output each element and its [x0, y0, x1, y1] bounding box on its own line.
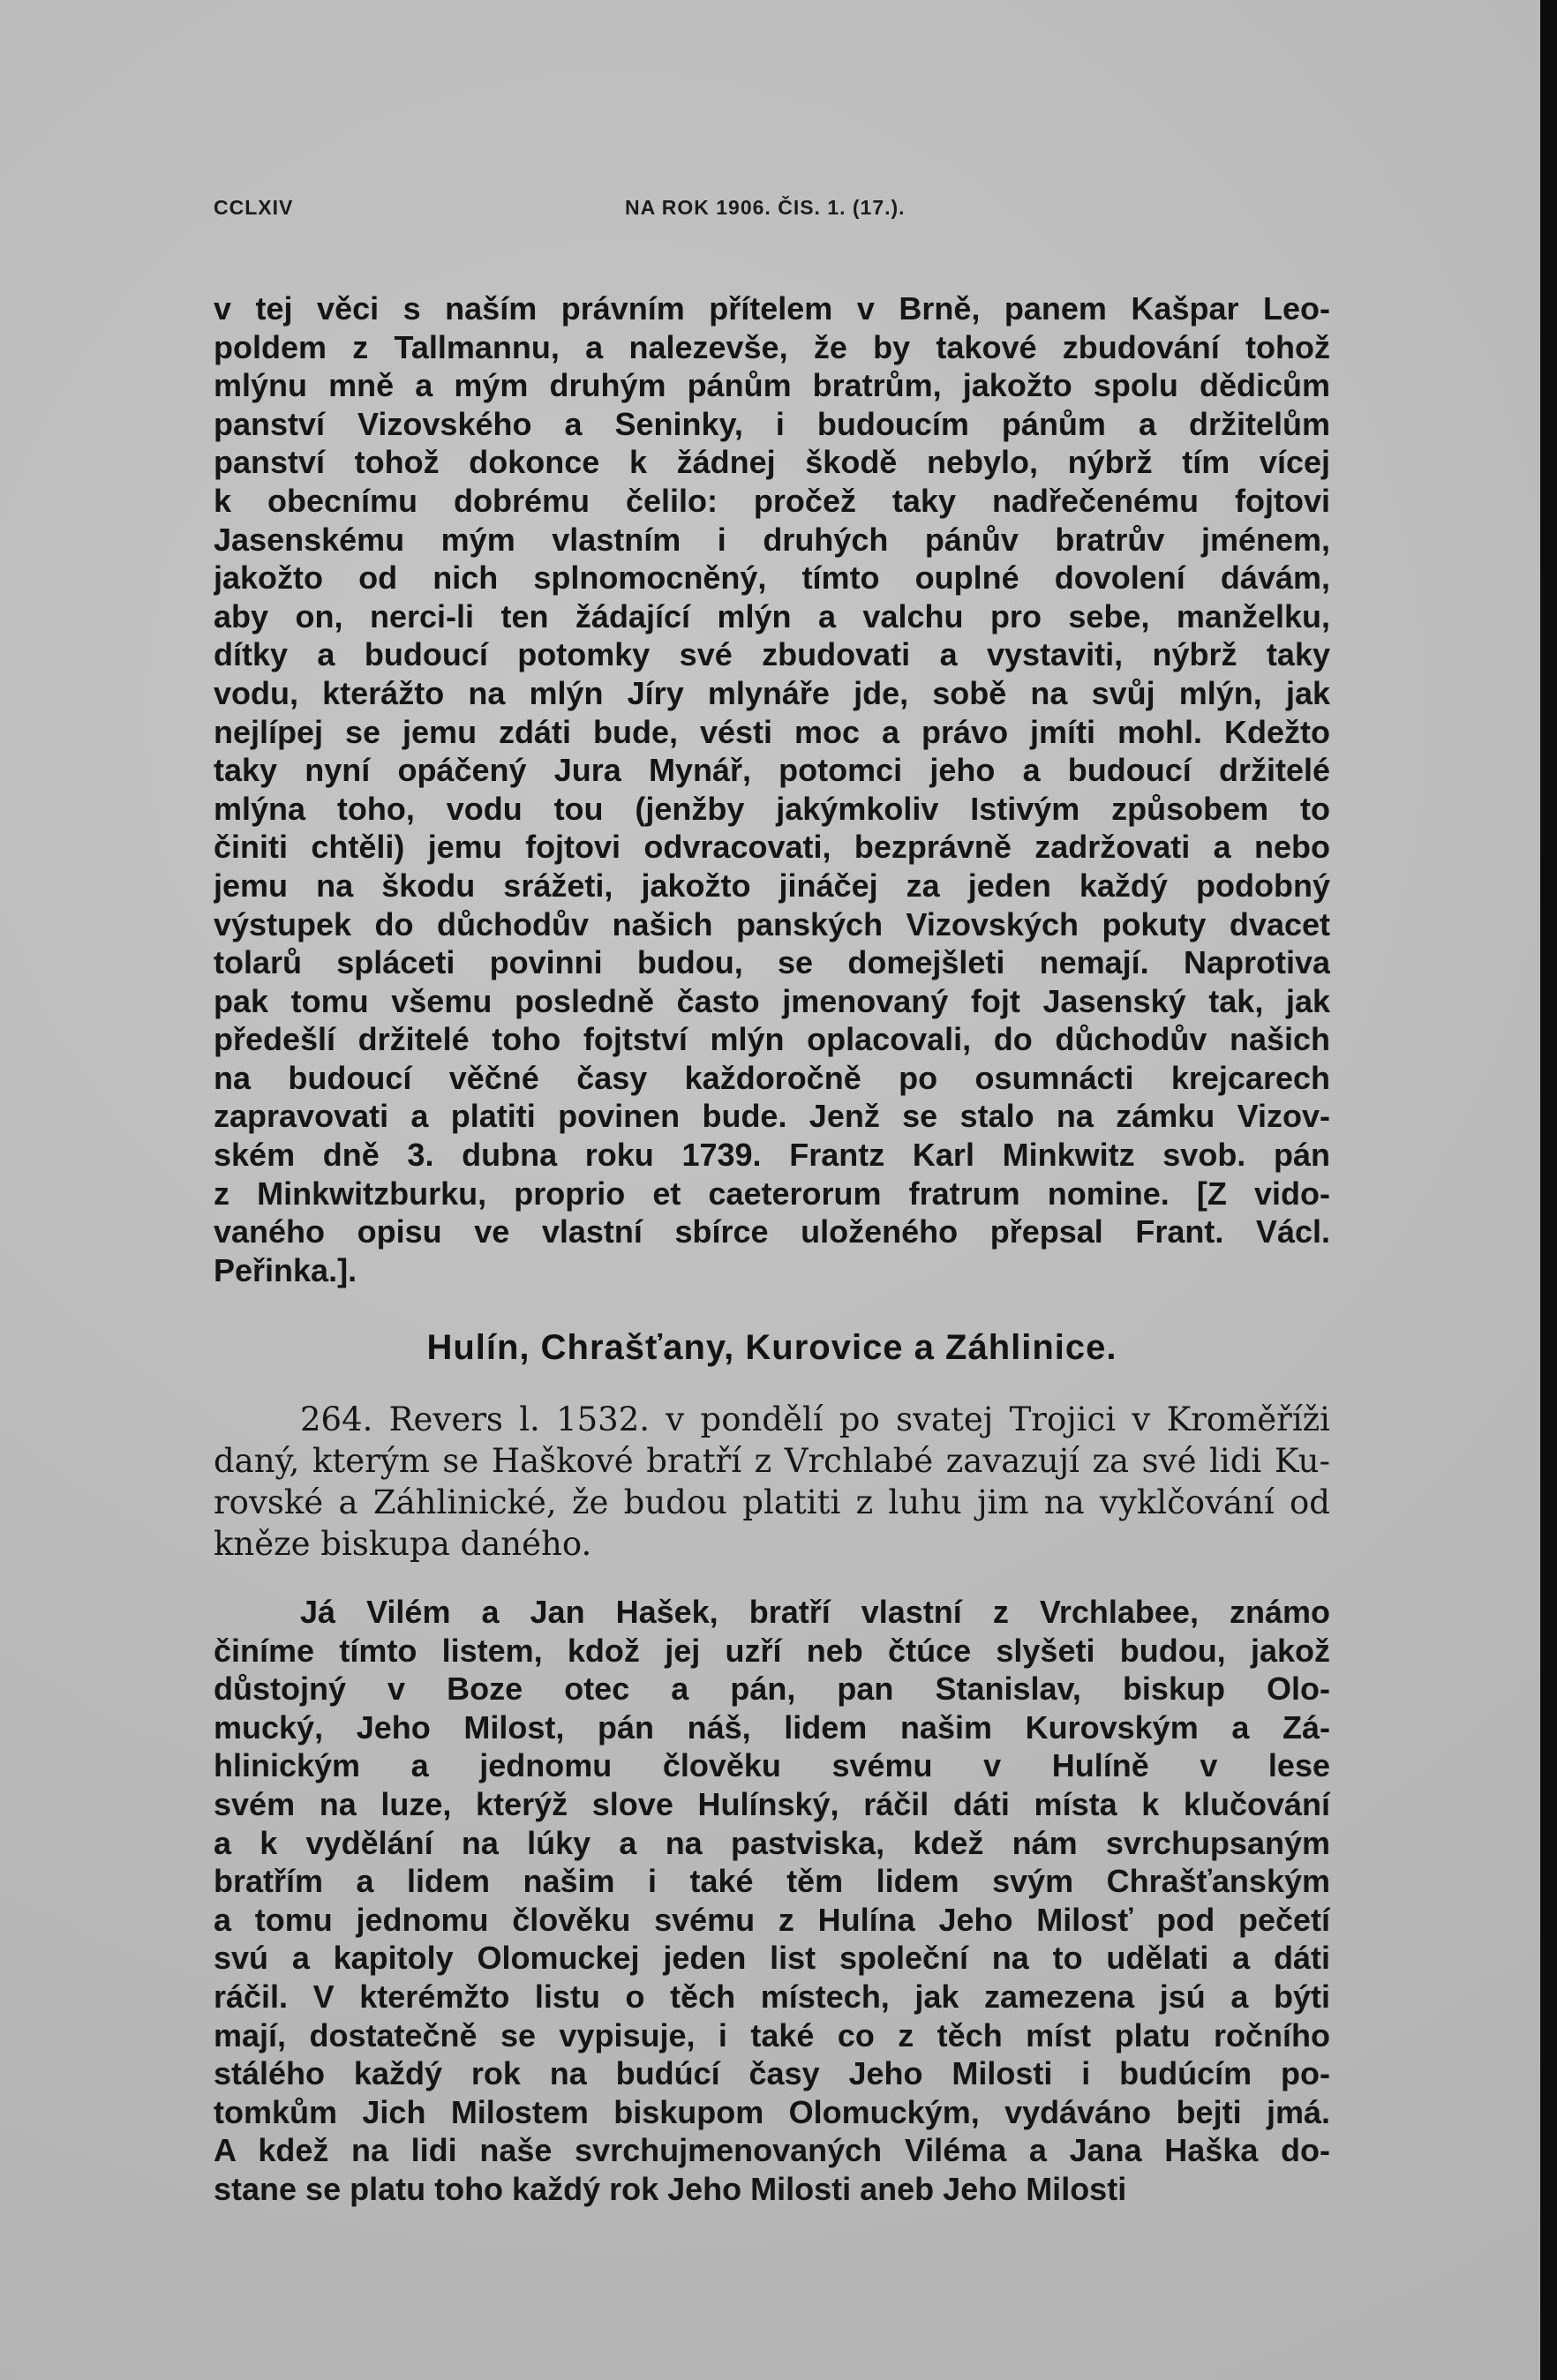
document-summary-blackletter: [214, 1399, 1330, 1565]
text-line: Jasenskému mým vlastním i druhých pánův bratrův jménem,: [214, 521, 1330, 558]
text-line: mlýnu mně a mým druhým pánům bratrům, jakožto spolu dědicům: [214, 367, 1330, 404]
text-line: jakožto od nich splnomocněný, tímto ouplné dovolení dávám,: [214, 559, 1330, 597]
text-line: A kdež na lidi naše svrchujmenovaných Viléma a Jana Haška do-: [214, 2132, 1330, 2169]
text-line: předešlí držitelé toho fojtství mlýn oplacovali, do důchodův našich: [214, 1021, 1330, 1058]
text-line: Peřinka.].: [214, 1251, 357, 1288]
running-header: [214, 196, 1330, 231]
text-line: na budoucí věčné časy každoročně po osumnácti krejcarech: [214, 1059, 1330, 1096]
text-line: mají, dostatečně se vypisuje, i také co z těch míst platu ročního: [214, 2016, 1330, 2053]
text-line: taky nyní opáčený Jura Mynář, potomci jeho a budoucí držitelé: [214, 752, 1330, 789]
text-line: 264. Revers l. 1532. v pondělí po svatej Trojici v Kroměříži: [300, 1400, 1330, 1438]
text-line: důstojný v Boze otec a pán, pan Stanislav, biskup Olo-: [214, 1671, 1330, 1708]
text-line: panství Vizovského a Seninky, i budoucím pánům a držitelům: [214, 405, 1330, 442]
text-line: činiti chtěli) jemu fojtovi odvracovati, bezprávně zadržovati a nebo: [214, 829, 1330, 866]
text-line: tolarů spláceti povinni budou, se domejšleti nemají. Naprotiva: [214, 944, 1330, 981]
text-line: bratřím a lidem našim i také těm lidem svým Chrašťanským: [214, 1863, 1330, 1900]
text-line: a tomu jednomu člověku svému z Hulína Jeho Milosť pod pečetí: [214, 1901, 1330, 1938]
text-line: a k vydělání na lúky a na pastviska, kdež nám svrchupsaným: [214, 1824, 1330, 1861]
text-line: aby on, nerci-li ten žádající mlýn a valchu pro sebe, manželku,: [214, 597, 1330, 634]
running-title: NA ROK 1906. ČIS. 1. (17.).: [625, 196, 906, 219]
text-line: panství tohož dokonce k žádnej škodě nebylo, nýbrž tím vícej: [214, 444, 1330, 481]
text-line: ském dně 3. dubna roku 1739. Frantz Karl Minkwitz svob. pán: [214, 1137, 1330, 1174]
text-line: Já Vilém a Jan Hašek, bratří vlastní z Vrchlabee, známo: [300, 1594, 1330, 1630]
text-line: vodu, kterážto na mlýn Jíry mlynáře jde, sobě na svůj mlýn, jak: [214, 674, 1330, 711]
text-line: v tej věci s naším právním přítelem v Brně, panem Kašpar Leo-: [214, 290, 1330, 327]
text-line: zapravovati a platiti povinen bude. Jenž se stalo na zámku Vizov-: [214, 1098, 1330, 1135]
text-line: mlýna toho, vodu tou (jenžby jakýmkoliv Istivým způsobem to: [214, 790, 1330, 827]
text-line: jemu na škodu srážeti, jakožto jináčej za jeden každý podobný: [214, 867, 1330, 904]
text-line: výstupek do důchodův našich panských Vizovských pokuty dvacet: [214, 905, 1330, 942]
text-line: stane se platu toho každý rok Jeho Milosti aneb Jeho Milosti: [214, 2170, 1127, 2207]
text-line: svém na luze, kterýž slove Hulínský, ráčil dáti místa k klučování: [214, 1785, 1330, 1822]
text-line: tomkům Jich Milostem biskupom Olomuckým, vydáváno bejti jmá.: [214, 2093, 1330, 2130]
text-line: k obecnímu dobrému čelilo: pročež taky nadřečenému fojtovi: [214, 482, 1330, 519]
text-line: z Minkwitzburku, proprio et caeterorum fratrum nomine. [Z vido-: [214, 1175, 1330, 1212]
text-line: stálého každý rok na budúcí časy Jeho Milosti i budúcím po-: [214, 2055, 1330, 2092]
text-line: činíme tímto listem, kdož jej uzří neb čtúce slyšeti budou, jakož: [214, 1632, 1330, 1669]
text-line: ráčil. V kterémžto listu o těch místech, jak zamezena jsú a býti: [214, 1978, 1330, 2015]
page-number: CCLXIV: [214, 196, 294, 219]
text-line: kněze biskupa daného.: [214, 1525, 592, 1563]
text-line: dítky a budoucí potomky své zbudovati a vystaviti, nýbrž taky: [214, 636, 1330, 673]
page-edge-shadow: [1540, 0, 1557, 2380]
text-line: mucký, Jeho Milost, pán náš, lidem našim Kurovským a Zá-: [214, 1708, 1330, 1746]
text-line: hlinickým a jednomu člověku svému v Hulíně v lese: [214, 1747, 1330, 1784]
text-line: svú a kapitoly Olomuckej jeden list společní na to udělati a dáti: [214, 1940, 1330, 1977]
text-line: poldem z Tallmannu, a nalezevše, že by takové zbudování tohož: [214, 328, 1330, 365]
text-line: vaného opisu ve vlastní sbírce uloženého přepsal Frant. Václ.: [214, 1213, 1330, 1250]
text-line: nejlípej se jemu zdáti bude, vésti moc a právo jmíti mohl. Kdežto: [214, 713, 1330, 750]
section-heading: Hulín, Chrašťany, Kurovice a Záhlinice.: [426, 1328, 1117, 1367]
document-body: [214, 1593, 1330, 2209]
text-line: pak tomu všemu posledně často jmenovaný fojt Jasenský tak, jak: [214, 982, 1330, 1019]
text-line: rovské a Záhlinické, že budou platiti z luhu jim na vyklčování od: [214, 1483, 1330, 1521]
paragraph-continued: [214, 289, 1330, 1289]
text-line: daný, kterým se Haškové bratří z Vrchlabé zavazují za své lidi Ku-: [214, 1442, 1330, 1480]
